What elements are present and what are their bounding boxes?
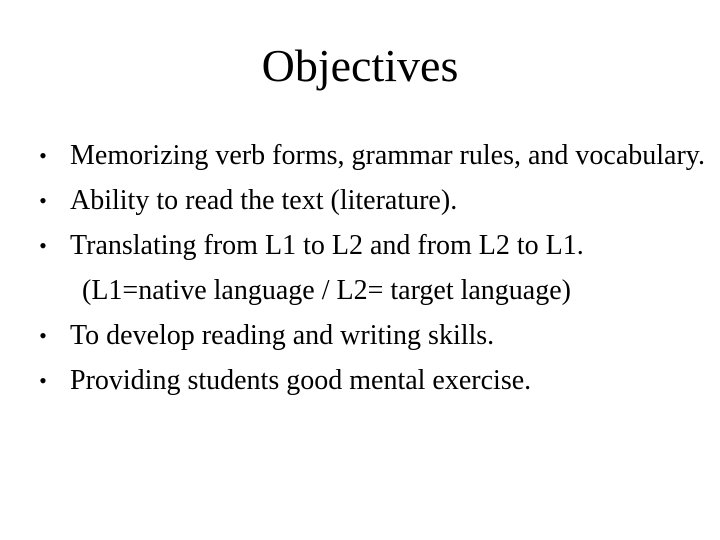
list-item bbox=[28, 133, 708, 178]
bullet-icon: • bbox=[39, 368, 47, 393]
bullet-icon: • bbox=[39, 233, 47, 258]
slide-title: Objectives bbox=[261, 40, 459, 91]
list-item bbox=[28, 313, 708, 358]
bullet-icon: • bbox=[39, 188, 47, 213]
list-item bbox=[28, 358, 708, 403]
list-item bbox=[28, 223, 708, 268]
objectives-list bbox=[28, 133, 708, 403]
bullet-text: Providing students good mental exercise. bbox=[70, 365, 532, 396]
bullet-text: Memorizing verb forms, grammar rules, and vocabulary. bbox=[70, 140, 705, 171]
bullet-icon: • bbox=[39, 143, 47, 168]
language-note: (L1=native language / L2= target language) bbox=[82, 275, 571, 306]
bullet-text: Translating from L1 to L2 and from L2 to L1. bbox=[70, 230, 584, 261]
bullet-text: To develop reading and writing skills. bbox=[70, 320, 495, 351]
bullet-text: Ability to read the text (literature). bbox=[70, 185, 458, 216]
list-item bbox=[28, 178, 708, 223]
bullet-icon: • bbox=[39, 323, 47, 348]
